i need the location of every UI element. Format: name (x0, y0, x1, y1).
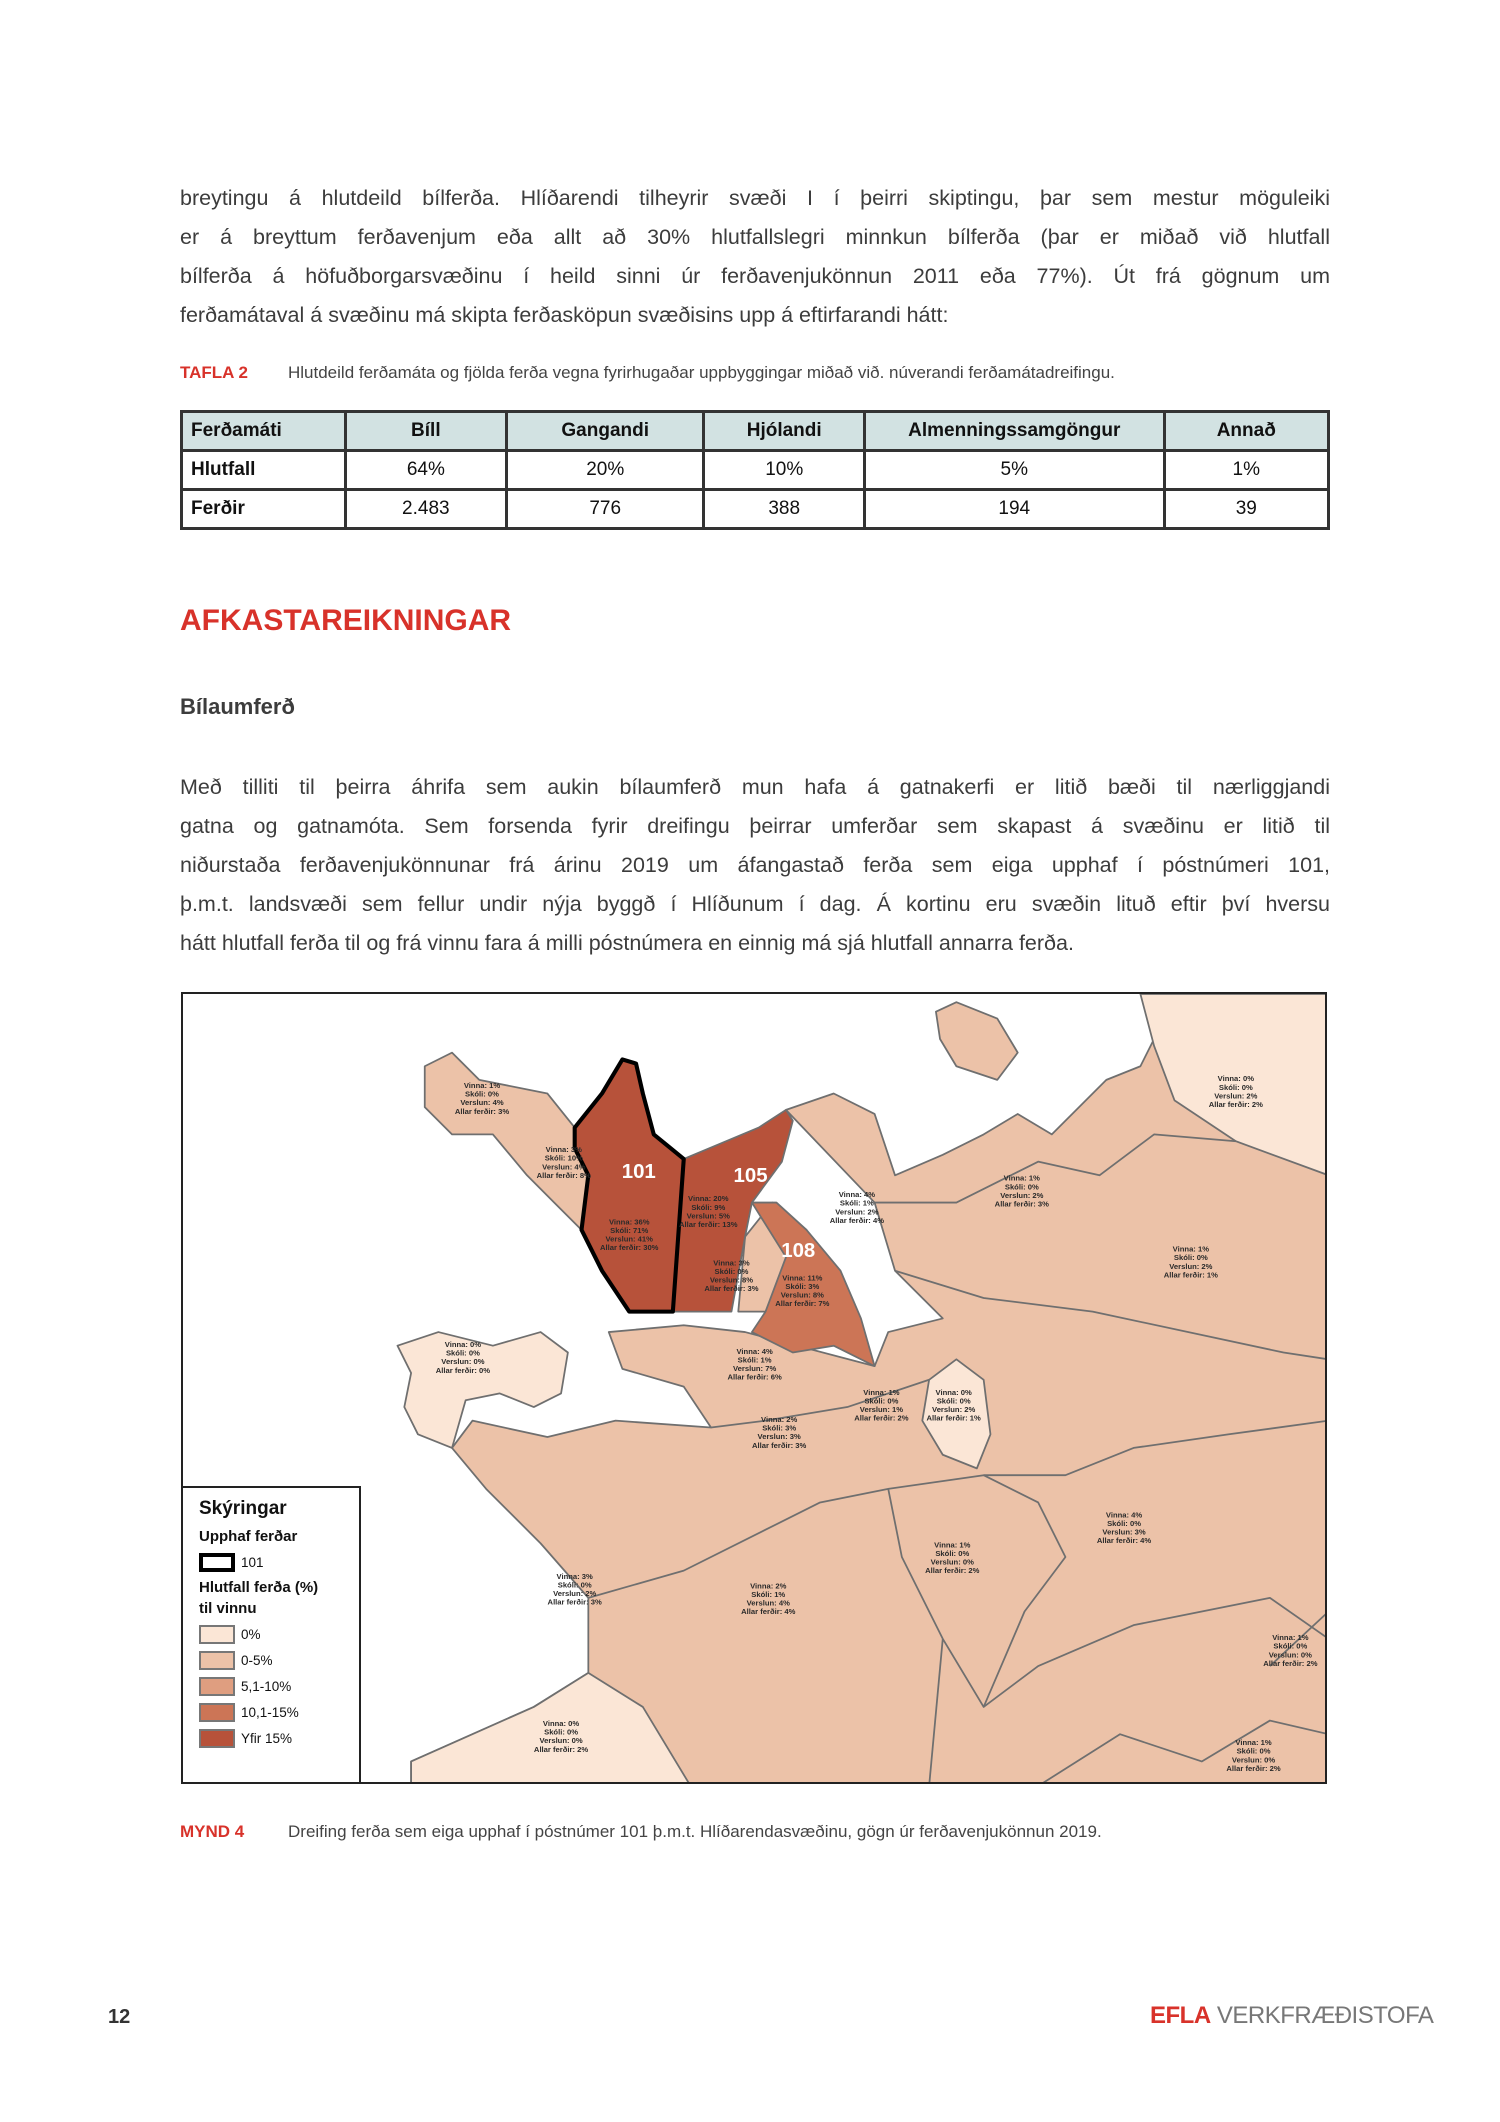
legend-class-item (199, 1699, 359, 1725)
region-stat-line: Vinna: 0% (444, 1340, 482, 1350)
column-header: Almenningssamgöngur (864, 412, 1164, 451)
region-stat-line: Allar ferðir: 1% (926, 1413, 981, 1423)
text-line: breytingu á hlutdeild bílferða. Hlíðarendi tilheyrir svæði I í þeirri skiptingu, þar sem mestur möguleiki (180, 186, 1330, 210)
region-stat-line: Allar ferðir: 8% (536, 1170, 591, 1180)
region-stat-line: Vinna: 4% (1105, 1510, 1143, 1520)
legend-label: 101 (241, 1554, 264, 1570)
region-stat-line: Vinna: 20% (688, 1194, 729, 1204)
table-cell: 64% (345, 451, 506, 490)
region-stat-line: Allar ferðir: 7% (775, 1299, 830, 1309)
text-line: gatna og gatnamóta. Sem forsenda fyrir dreifingu þeirrar umferðar sem skapast á svæðinu er litið til (180, 814, 1330, 838)
table-cell: 776 (507, 490, 704, 529)
region-stat-line: Skóli: 0% (1107, 1519, 1142, 1529)
legend-label: 0% (241, 1626, 261, 1642)
region-stat-line: Verslun: 5% (686, 1211, 730, 1221)
table-cell: 388 (704, 490, 865, 529)
efla-logo (1150, 2002, 1433, 2030)
region-stat-line: Allar ferðir: 4% (741, 1607, 796, 1617)
region-stat-line: Verslun: 1% (859, 1404, 904, 1414)
region-stat-line: Skóli: 0% (557, 1580, 592, 1590)
region-stat-line: Skóli: 3% (785, 1281, 820, 1291)
region-stat-line: Verslun: 0% (441, 1357, 485, 1367)
region-stat-line: Vinna: 1% (1003, 1173, 1040, 1183)
legend-share-heading: Hlutfall ferða (%) (199, 1579, 319, 1596)
legend-title: Skýringar (199, 1498, 287, 1519)
region-stat-line: Verslun: 0% (539, 1736, 583, 1746)
region-101 (575, 1059, 684, 1311)
region-stat-line: Verslun: 4% (460, 1098, 504, 1108)
color-swatch (199, 1729, 235, 1748)
region-stat-line: Vinna: 1% (934, 1540, 971, 1550)
legend-class-item (199, 1673, 359, 1699)
region-stat-line: Allar ferðir: 2% (1226, 1763, 1281, 1773)
region-stat-line: Allar ferðir: 2% (1263, 1658, 1318, 1668)
region-island (936, 1002, 1018, 1080)
text-line: hátt hlutfall ferða til og frá vinnu fara á milli póstnúmera en einnig má sjá hlutfall annarra ferða. (180, 931, 1074, 955)
table-cell: 2.483 (345, 490, 506, 529)
map-legend (183, 1486, 361, 1782)
column-header: Ferðamáti (182, 412, 346, 451)
region-stat-line: Skóli: 0% (445, 1348, 480, 1358)
region-stat-line: Skóli: 71% (610, 1225, 649, 1235)
legend-class-item (199, 1725, 359, 1751)
region-seltjarnarnes (425, 1053, 589, 1230)
table-row (182, 451, 1329, 490)
table-caption (180, 363, 1115, 383)
region-stat-line: Skóli: 1% (839, 1198, 874, 1208)
region-stat-line: Vinna: 3% (545, 1145, 582, 1155)
region-stat-line: Allar ferðir: 1% (1163, 1270, 1218, 1280)
region-stat-line: Verslun: 3% (757, 1432, 801, 1442)
region-stat-line: Vinna: 1% (863, 1387, 900, 1397)
column-header: Bíll (345, 412, 506, 451)
legend-class-item (199, 1621, 359, 1647)
region-stat-line: Vinna: 1% (1235, 1738, 1272, 1748)
text-line: Með tilliti til þeirra áhrifa sem aukin bílaumferð mun hafa á gatnakerfi er litið bæði til nærliggjandi (180, 775, 1330, 799)
region-stat-line: Vinna: 0% (935, 1387, 972, 1397)
region-stat-line: Allar ferðir: 2% (1208, 1100, 1263, 1110)
text-line: er á breyttum ferðavenjum eða allt að 30% hlutfallslegri minnkun bílferða (þar er miðað við hlutfall (180, 225, 1330, 249)
region-stat-line: Vinna: 1% (463, 1081, 501, 1091)
region-stat-line: Vinna: 36% (608, 1217, 650, 1227)
region-stat-line: Verslun: 0% (930, 1557, 974, 1567)
text-line: niðurstaða ferðavenjukönnunar frá árinu 2019 um áfangastað ferða sem eiga upphaf í póstnúmeri 101, (180, 853, 1330, 877)
region-stat-line: Skóli: 9% (691, 1202, 726, 1212)
table-cell: 39 (1164, 490, 1328, 529)
intro-paragraph (180, 179, 1330, 335)
region-stat-line: Vinna: 0% (542, 1719, 580, 1729)
region-stat-line: Vinna: 4% (736, 1346, 773, 1356)
region-stat-line: Vinna: 11% (782, 1273, 823, 1283)
region-stat-line: Skóli: 1% (751, 1589, 786, 1599)
region-stat-line: Allar ferðir: 3% (704, 1284, 759, 1294)
region-stat-line: Allar ferðir: 3% (752, 1440, 807, 1450)
region-stat-line: Vinna: 0% (1217, 1074, 1254, 1084)
figure-caption (180, 1822, 1102, 1842)
region-stat-line: Skóli: 0% (864, 1396, 899, 1406)
region-stat-line: Skóli: 0% (544, 1727, 579, 1737)
region-stat-line: Skóli: 0% (465, 1089, 499, 1099)
region-stat-line: Allar ferðir: 3% (994, 1199, 1049, 1209)
region-stat-line: Vinna: 3% (713, 1258, 750, 1268)
postcode-label-101: 101 (621, 1160, 656, 1184)
section-heading: AFKASTAREIKNINGAR (180, 604, 512, 637)
region-stat-line: Verslun: 7% (733, 1364, 777, 1374)
color-swatch (199, 1677, 235, 1696)
column-header: Annað (1164, 412, 1328, 451)
table-cell: 1% (1164, 451, 1328, 490)
region-stat-line: Vinna: 2% (750, 1581, 787, 1591)
trip-distribution-map (181, 992, 1327, 1784)
region-stat-line: Verslun: 2% (553, 1588, 597, 1598)
table-cell: 5% (864, 451, 1164, 490)
region-stat-line: Skóli: 0% (1004, 1182, 1039, 1192)
figure-caption-tag: MYND 4 (180, 1822, 245, 1841)
color-swatch (199, 1703, 235, 1722)
postcode-label-108: 108 (781, 1239, 816, 1263)
text-line: þ.m.t. landsvæði sem fellur undir nýja byggð í Hlíðunum í dag. Á kortinu eru svæðin lituð eftir því hversu (180, 892, 1330, 916)
region-stat-line: Skóli: 0% (936, 1396, 971, 1406)
table-cell: 10% (704, 451, 865, 490)
region-stat-line: Verslun: 2% (1000, 1190, 1044, 1200)
row-header: Ferðir (182, 490, 346, 529)
logo-brand: EFLA (1150, 2002, 1211, 2029)
region-stat-line: Verslun: 8% (709, 1275, 754, 1285)
table-caption-tag: TAFLA 2 (180, 363, 248, 382)
color-swatch (199, 1625, 235, 1644)
region-stat-line: Allar ferðir: 2% (854, 1413, 909, 1423)
region-stat-line: Allar ferðir: 3% (547, 1597, 602, 1607)
region-stat-line: Verslun: 4% (542, 1162, 586, 1172)
table-header-row (182, 412, 1329, 451)
region-stat-line: Verslun: 41% (605, 1234, 653, 1244)
table-cell: 194 (864, 490, 1164, 529)
region-stat-line: Skóli: 0% (935, 1549, 970, 1559)
region-stat-line: Allar ferðir: 13% (679, 1219, 738, 1229)
region-stat-line: Verslun: 4% (746, 1598, 790, 1608)
region-label (775, 1273, 829, 1308)
text-line: bílferða á höfuðborgarsvæðinu í heild sinni úr ferðavenjukönnun 2011 eða 77%). Út frá gögnum um (180, 264, 1330, 288)
region-stat-line: Allar ferðir: 4% (829, 1215, 884, 1225)
region-stat-line: Allar ferðir: 6% (727, 1372, 782, 1382)
subheading: Bílaumferð (180, 694, 295, 719)
legend-origin-heading: Upphaf ferðar (199, 1528, 298, 1545)
row-header: Hlutfall (182, 451, 346, 490)
region-stat-line: Vinna: 2% (761, 1415, 798, 1425)
region-stat-line: Vinna: 1% (1172, 1244, 1210, 1254)
figure-caption-text: Dreifing ferða sem eiga upphaf í póstnúmer 101 þ.m.t. Hlíðarendasvæðinu, gögn úr ferðavenjukönnun 2019. (288, 1822, 1102, 1841)
region-stat-line: Verslun: 0% (1231, 1755, 1276, 1765)
region-stat-line: Verslun: 0% (1268, 1650, 1312, 1660)
region-stat-line: Skóli: 0% (1218, 1082, 1253, 1092)
legend-label: 0-5% (241, 1652, 273, 1668)
postcode-label-105: 105 (733, 1164, 768, 1188)
region-stat-line: Verslun: 8% (780, 1290, 824, 1300)
region-stat-line: Verslun: 3% (1102, 1527, 1146, 1537)
region-stat-line: Skóli: 0% (714, 1266, 749, 1276)
region-stat-line: Allar ferðir: 2% (925, 1566, 980, 1576)
legend-class-item (199, 1647, 359, 1673)
region-stat-line: Skóli: 0% (1173, 1253, 1208, 1263)
region-stat-line: Allar ferðir: 2% (533, 1744, 589, 1754)
outline-swatch (199, 1553, 235, 1572)
region-stat-line: Vinna: 3% (556, 1571, 593, 1581)
region-stat-line: Skóli: 3% (762, 1423, 797, 1433)
region-stat-line: Vinna: 4% (838, 1190, 876, 1200)
region-stat-line: Vinna: 1% (1272, 1633, 1309, 1643)
mode-share-table (180, 410, 1330, 530)
region-stat-line: Allar ferðir: 0% (435, 1365, 491, 1375)
region-stat-line: Verslun: 2% (835, 1207, 879, 1217)
region-stat-line: Skóli: 10% (544, 1153, 583, 1163)
region-stat-line: Verslun: 2% (1214, 1091, 1258, 1101)
column-header: Hjólandi (704, 412, 865, 451)
region-stat-line: Skóli: 0% (1236, 1746, 1271, 1756)
region-stat-line: Allar ferðir: 4% (1096, 1536, 1152, 1546)
legend-label: 10,1-15% (241, 1704, 299, 1720)
region-stat-line: Skóli: 1% (737, 1355, 772, 1365)
legend-label: Yfir 15% (241, 1730, 293, 1746)
text-line: ferðamátaval á svæðinu má skipta ferðasköpun svæðisins upp á eftirfarandi hátt: (180, 303, 949, 327)
legend-label: 5,1-10% (241, 1678, 292, 1694)
table-caption-text: Hlutdeild ferðamáta og fjölda ferða vegna fyrirhugaðar uppbyggingar miðað við. núverandi ferðamátadreifingu. (288, 363, 1115, 382)
logo-text: VERKFRÆÐISTOFA (1216, 2002, 1434, 2029)
region-stat-line: Skóli: 0% (1273, 1641, 1308, 1651)
table-cell: 20% (507, 451, 704, 490)
region-stat-line: Allar ferðir: 30% (599, 1243, 659, 1253)
body-paragraph (180, 768, 1330, 963)
region-stat-line: Verslun: 2% (1169, 1261, 1213, 1271)
region-stat-line: Verslun: 2% (932, 1404, 976, 1414)
legend-origin-item (199, 1549, 359, 1575)
table-row (182, 490, 1329, 529)
region-stat-line: Allar ferðir: 3% (454, 1106, 510, 1116)
color-swatch (199, 1651, 235, 1670)
column-header: Gangandi (507, 412, 704, 451)
legend-share-heading-2: til vinnu (199, 1600, 257, 1617)
page-number: 12 (108, 2006, 131, 2028)
